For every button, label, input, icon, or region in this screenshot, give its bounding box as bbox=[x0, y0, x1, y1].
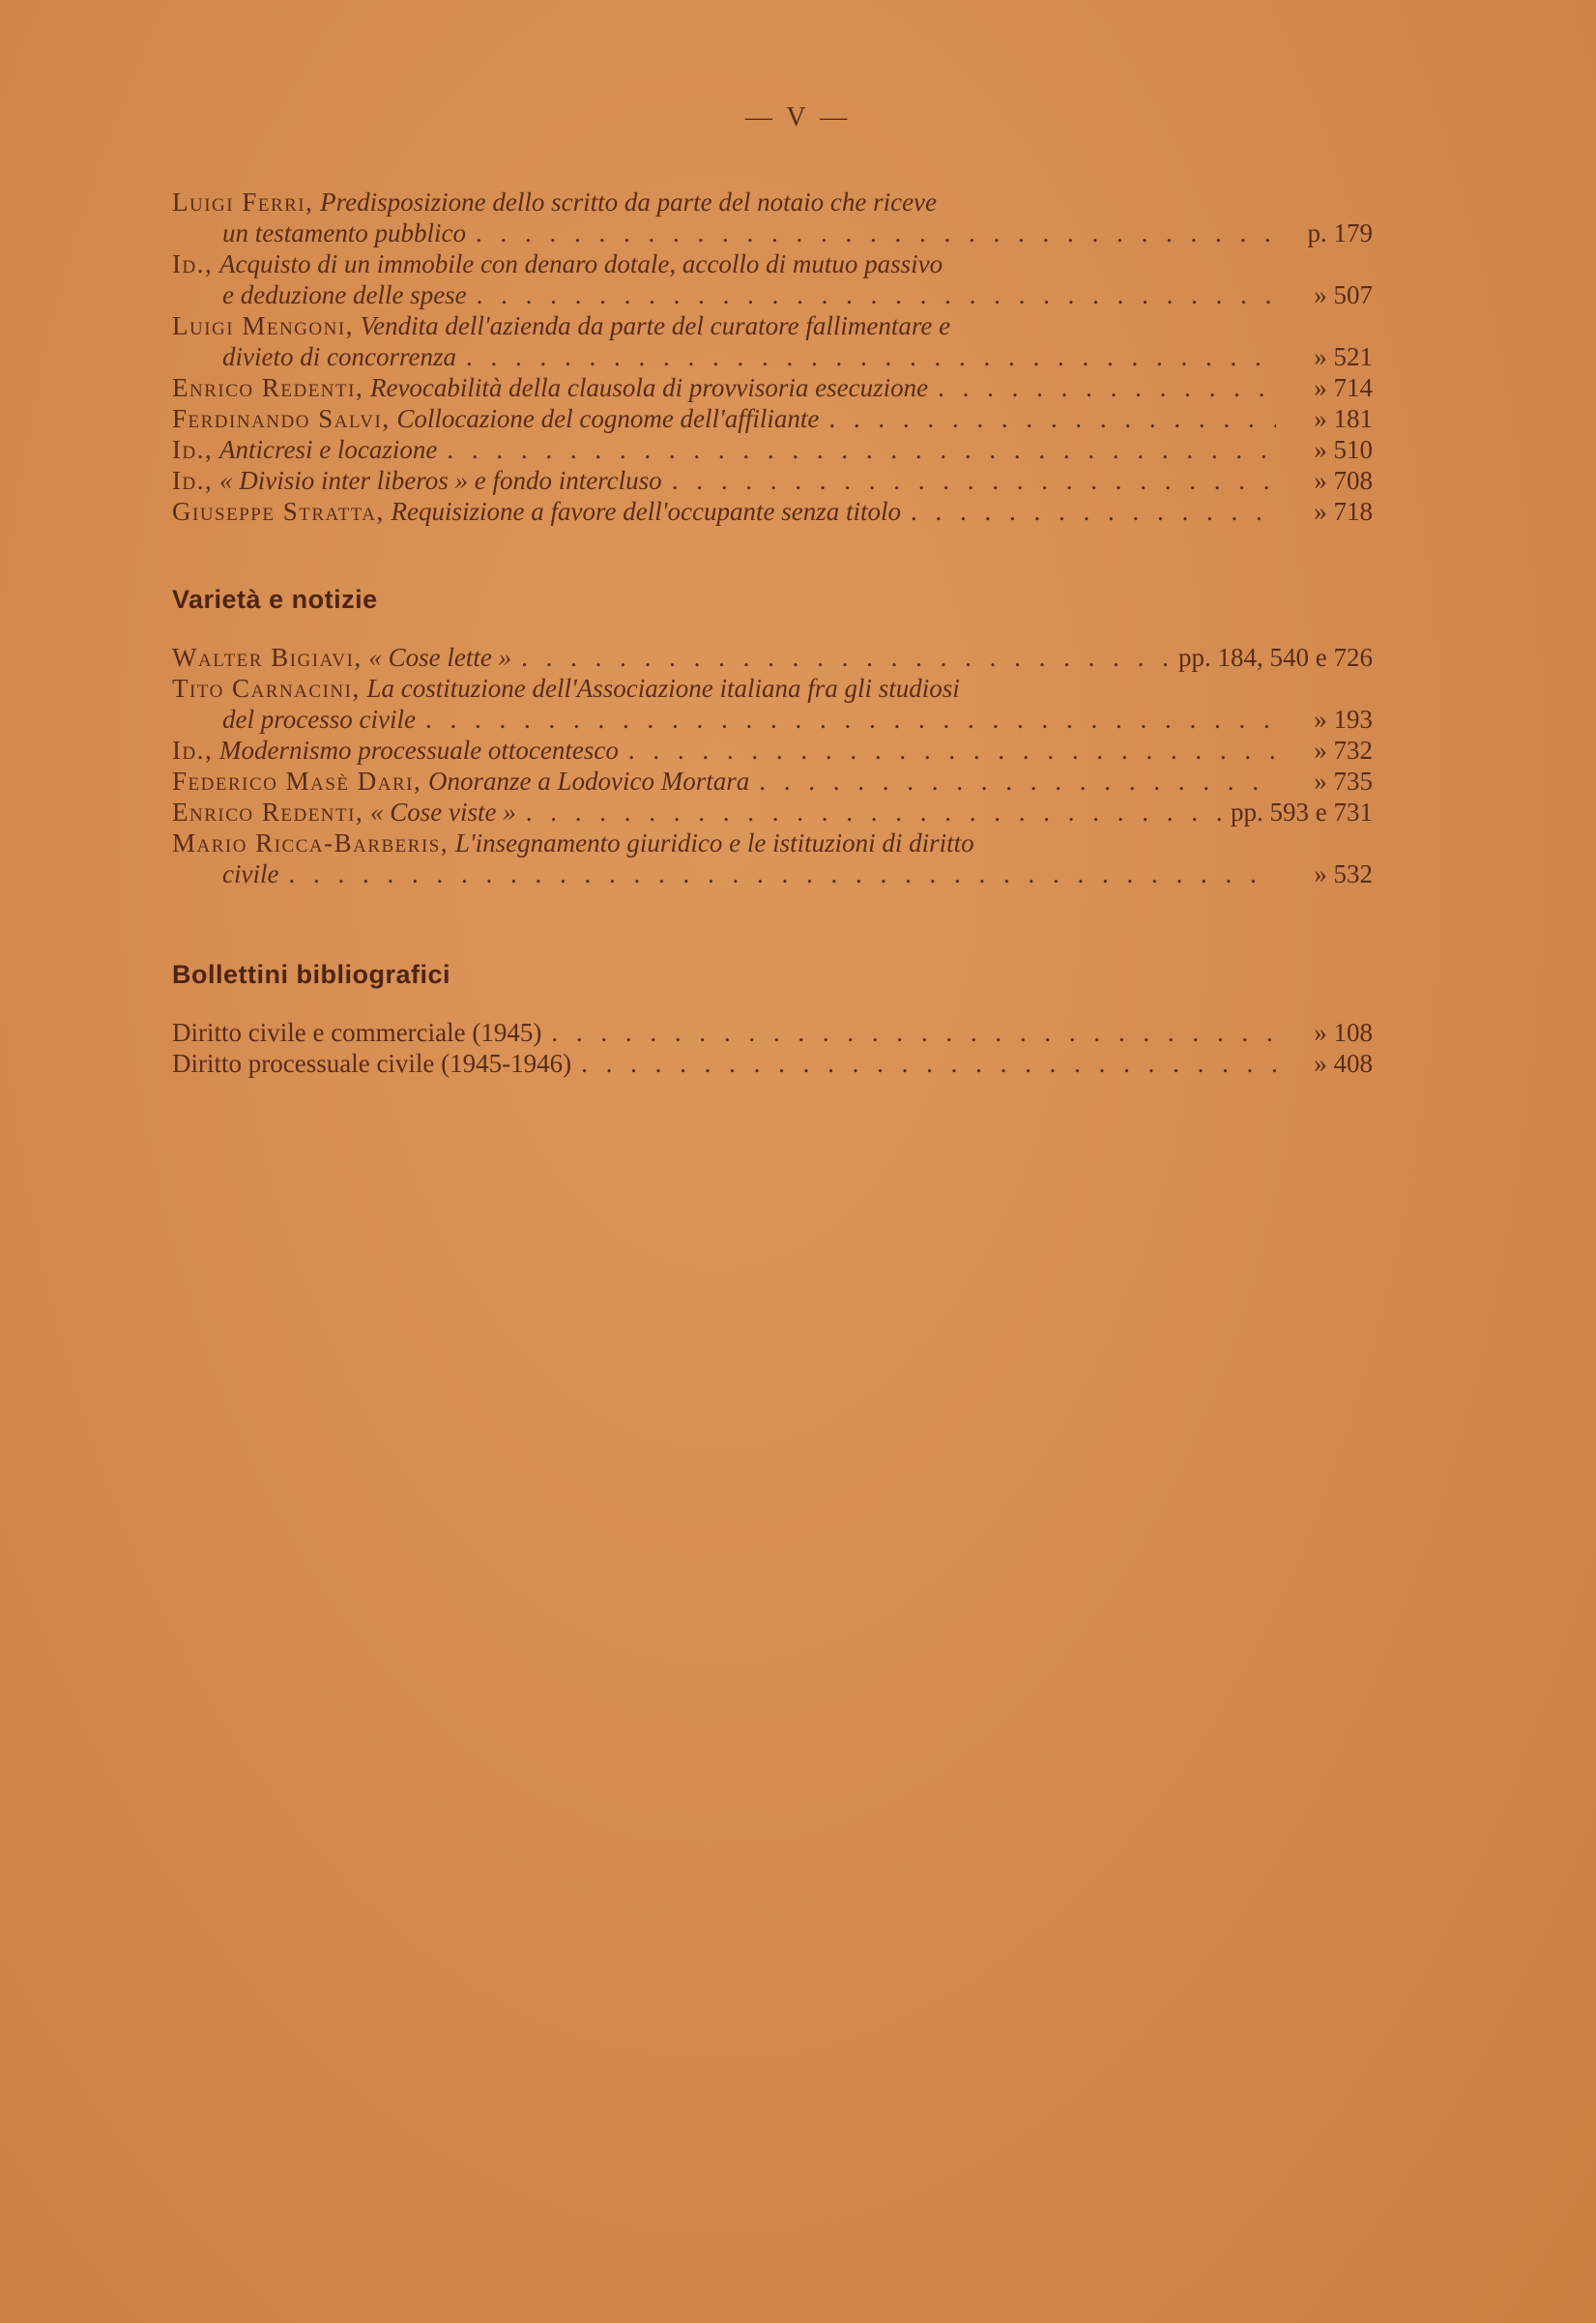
entry-title: Predisposizione dello scritto da parte del notaio che riceve bbox=[320, 188, 938, 217]
entry-title: Diritto civile e commerciale (1945) bbox=[172, 1018, 542, 1047]
dot-leader bbox=[581, 1048, 1276, 1079]
entry-author: Giuseppe Stratta, bbox=[172, 497, 385, 526]
list-item bbox=[172, 465, 1373, 496]
list-item bbox=[172, 735, 1373, 766]
entry-page: » 732 bbox=[1314, 736, 1373, 765]
entry-title: Onoranze a Lodovico Mortara bbox=[427, 767, 750, 796]
entry-title: L'insegnamento giuridico e le istituzioni di diritto bbox=[454, 828, 974, 857]
section-heading: Varietà e notizie bbox=[172, 585, 378, 614]
list-item bbox=[172, 642, 1373, 673]
dot-leader bbox=[521, 642, 1169, 673]
list-item bbox=[172, 673, 1373, 735]
entry-author: Luigi Ferri, bbox=[172, 188, 314, 217]
entry-title-continued: del processo civile bbox=[222, 705, 416, 734]
entry-page: » 735 bbox=[1314, 767, 1373, 796]
entry-page: » 714 bbox=[1314, 373, 1373, 402]
dot-leader bbox=[526, 797, 1221, 828]
entry-page: » 708 bbox=[1314, 466, 1373, 495]
entry-title: Anticresi e locazione bbox=[218, 435, 438, 464]
list-item bbox=[172, 1048, 1373, 1079]
list-item bbox=[172, 496, 1373, 527]
entry-page: » 521 bbox=[1314, 342, 1373, 371]
entry-title-continued: divieto di concorrenza bbox=[222, 342, 456, 371]
dot-leader bbox=[628, 735, 1276, 766]
entry-page: pp. 593 e 731 bbox=[1231, 798, 1373, 827]
entry-page: » 507 bbox=[1314, 280, 1373, 309]
list-item bbox=[172, 310, 1373, 372]
entry-title: Acquisto di un immobile con denaro dotale, accollo di mutuo passivo bbox=[218, 249, 943, 278]
dot-leader bbox=[938, 372, 1276, 403]
entry-title: Vendita dell'azienda da parte del curatore fallimentare e bbox=[360, 311, 951, 340]
entry-title: Requisizione a favore dell'occupante senza titolo bbox=[391, 497, 901, 526]
dot-leader bbox=[551, 1017, 1276, 1048]
entry-title: Modernismo processuale ottocentesco bbox=[218, 736, 619, 765]
entry-title-continued: civile bbox=[222, 859, 279, 888]
entry-title: « Divisio inter liberos » e fondo intercluso bbox=[218, 466, 662, 495]
entry-title: La costituzione dell'Associazione italiana fra gli studiosi bbox=[366, 674, 960, 703]
entry-author: Id., bbox=[172, 466, 214, 495]
entry-title: « Cose viste » bbox=[369, 798, 516, 827]
bollettini-section bbox=[172, 960, 1373, 1079]
entry-title-continued: un testamento pubblico bbox=[222, 218, 466, 247]
entry-author: Id., bbox=[172, 435, 214, 464]
page-folio: — V — bbox=[744, 102, 852, 132]
notes-section bbox=[172, 187, 1373, 527]
dot-leader bbox=[672, 465, 1276, 496]
entry-author: Ferdinando Salvi, bbox=[172, 404, 391, 433]
entry-author: Enrico Redenti, bbox=[172, 798, 364, 827]
entry-author: Walter Bigiavi, bbox=[172, 643, 363, 672]
entry-title: Diritto processuale civile (1945-1946) bbox=[172, 1049, 572, 1078]
dot-leader bbox=[477, 279, 1276, 310]
entry-author: Luigi Mengoni, bbox=[172, 311, 354, 340]
dot-leader bbox=[466, 341, 1276, 372]
dot-leader bbox=[911, 496, 1276, 527]
list-item bbox=[172, 434, 1373, 465]
entry-page: » 718 bbox=[1314, 497, 1373, 526]
entry-page: » 408 bbox=[1314, 1049, 1373, 1078]
entry-page: » 532 bbox=[1314, 859, 1373, 888]
dot-leader bbox=[447, 434, 1276, 465]
list-item bbox=[172, 828, 1373, 889]
entry-author: Enrico Redenti, bbox=[172, 373, 364, 402]
list-item bbox=[172, 766, 1373, 797]
entry-page: pp. 184, 540 e 726 bbox=[1178, 643, 1373, 672]
list-item bbox=[172, 372, 1373, 403]
entry-page: p. 179 bbox=[1307, 218, 1373, 247]
section-heading: Bollettini bibliografici bbox=[172, 960, 450, 989]
list-item bbox=[172, 403, 1373, 434]
entry-title-continued: e deduzione delle spese bbox=[222, 280, 467, 309]
entry-author: Tito Carnacini, bbox=[172, 674, 361, 703]
list-item bbox=[172, 248, 1373, 310]
entry-page: » 108 bbox=[1314, 1018, 1373, 1047]
dot-leader bbox=[476, 218, 1276, 248]
entry-author: Id., bbox=[172, 736, 214, 765]
list-item bbox=[172, 797, 1373, 828]
dot-leader bbox=[828, 403, 1276, 434]
entry-author: Id., bbox=[172, 249, 214, 278]
dot-leader bbox=[425, 704, 1276, 735]
entry-title: « Cose lette » bbox=[368, 643, 512, 672]
list-item bbox=[172, 1017, 1373, 1048]
entry-title: Revocabilità della clausola di provvisoria esecuzione bbox=[369, 373, 929, 402]
entry-page: » 181 bbox=[1314, 404, 1373, 433]
dot-leader bbox=[759, 766, 1276, 797]
entry-author: Mario Ricca-Barberis, bbox=[172, 828, 450, 857]
entry-author: Federico Masè Dari, bbox=[172, 767, 422, 796]
entry-page: » 510 bbox=[1314, 435, 1373, 464]
varieta-section bbox=[172, 585, 1373, 889]
entry-title: Collocazione del cognome dell'affiliante bbox=[396, 404, 820, 433]
entry-page: » 193 bbox=[1314, 705, 1373, 734]
list-item bbox=[172, 187, 1373, 248]
dot-leader bbox=[288, 858, 1276, 889]
